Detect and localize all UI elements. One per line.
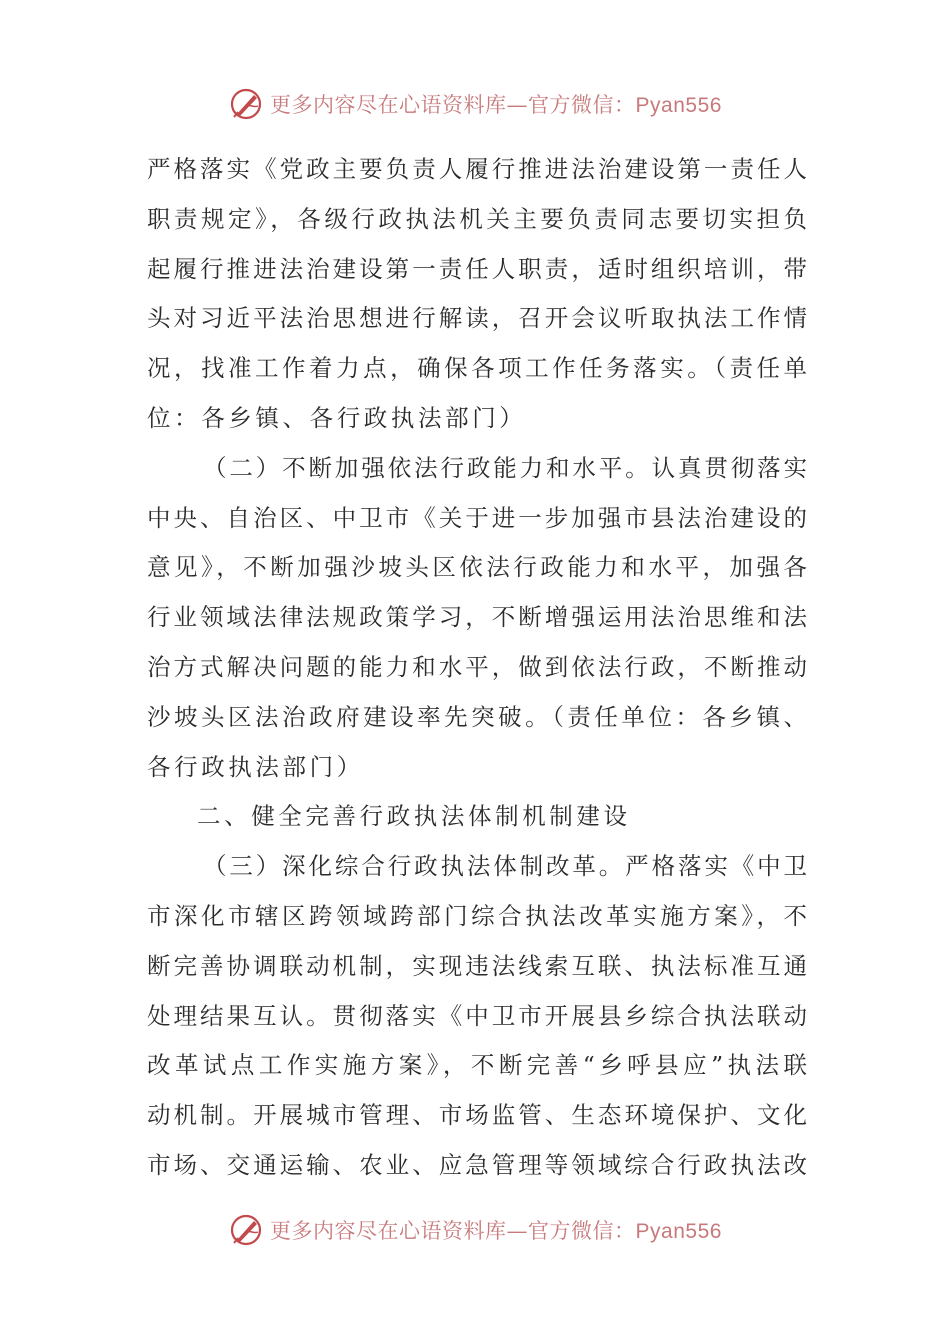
text-line: 各行政执法部门） — [147, 752, 364, 781]
text-line: 改革试点工作实施方案》，不断完善“乡呼县应”执法联 — [147, 1051, 807, 1080]
text-line: 沙坡头区法治政府建设率先突破。（责任单位：各乡镇、 — [147, 702, 807, 731]
paragraph-start-line: （二）不断加强依法行政能力和水平。认真贯彻落实 — [203, 453, 807, 482]
text-line: 起履行推进法治建设第一责任人职责，适时组织培训，带 — [147, 254, 807, 283]
text-line: 治方式解决问题的能力和水平，做到依法行政，不断推动 — [147, 652, 807, 681]
text-line: 市深化市辖区跨领域跨部门综合执法改革实施方案》，不 — [147, 901, 807, 930]
paragraph-start-line: （三）深化综合行政执法体制改革。严格落实《中卫 — [203, 852, 807, 881]
text-line: 行业领域法律法规政策学习，不断增强运用法治思维和法 — [147, 603, 807, 632]
quill-logo-icon — [228, 86, 264, 122]
watermark-text: 更多内容尽在心语资料库—官方微信：Pyan556 — [270, 93, 722, 117]
text-line: 况，找准工作着力点，确保各项工作任务落实。（责任单 — [147, 354, 807, 383]
text-line: 中央、自治区、中卫市《关于进一步加强市县法治建设的 — [147, 503, 807, 532]
text-line: 断完善协调联动机制，实现违法线索互联、执法标准互通 — [147, 951, 807, 980]
text-line: 动机制。开展城市管理、市场监管、生态环境保护、文化 — [147, 1101, 807, 1130]
watermark-footer — [0, 1208, 950, 1252]
text-line: 市场、交通运输、农业、应急管理等领域综合行政执法改 — [147, 1150, 807, 1179]
text-line: 处理结果互认。贯彻落实《中卫市开展县乡综合执法联动 — [147, 1001, 807, 1030]
document-body — [147, 145, 807, 1191]
watermark-text: 更多内容尽在心语资料库—官方微信：Pyan556 — [270, 1219, 722, 1243]
text-line: 意见》，不断加强沙坡头区依法行政能力和水平，加强各 — [147, 553, 807, 582]
quill-logo-icon — [228, 1212, 264, 1248]
text-line: 位：各乡镇、各行政执法部门） — [147, 403, 527, 432]
section-heading: 二、健全完善行政执法体制机制建设 — [197, 802, 631, 831]
text-line: 头对习近平法治思想进行解读，召开会议听取执法工作情 — [147, 304, 807, 333]
watermark-header — [0, 82, 950, 126]
text-line: 严格落实《党政主要负责人履行推进法治建设第一责任人 — [147, 155, 807, 183]
text-line: 职责规定》，各级行政执法机关主要负责同志要切实担负 — [147, 204, 807, 233]
